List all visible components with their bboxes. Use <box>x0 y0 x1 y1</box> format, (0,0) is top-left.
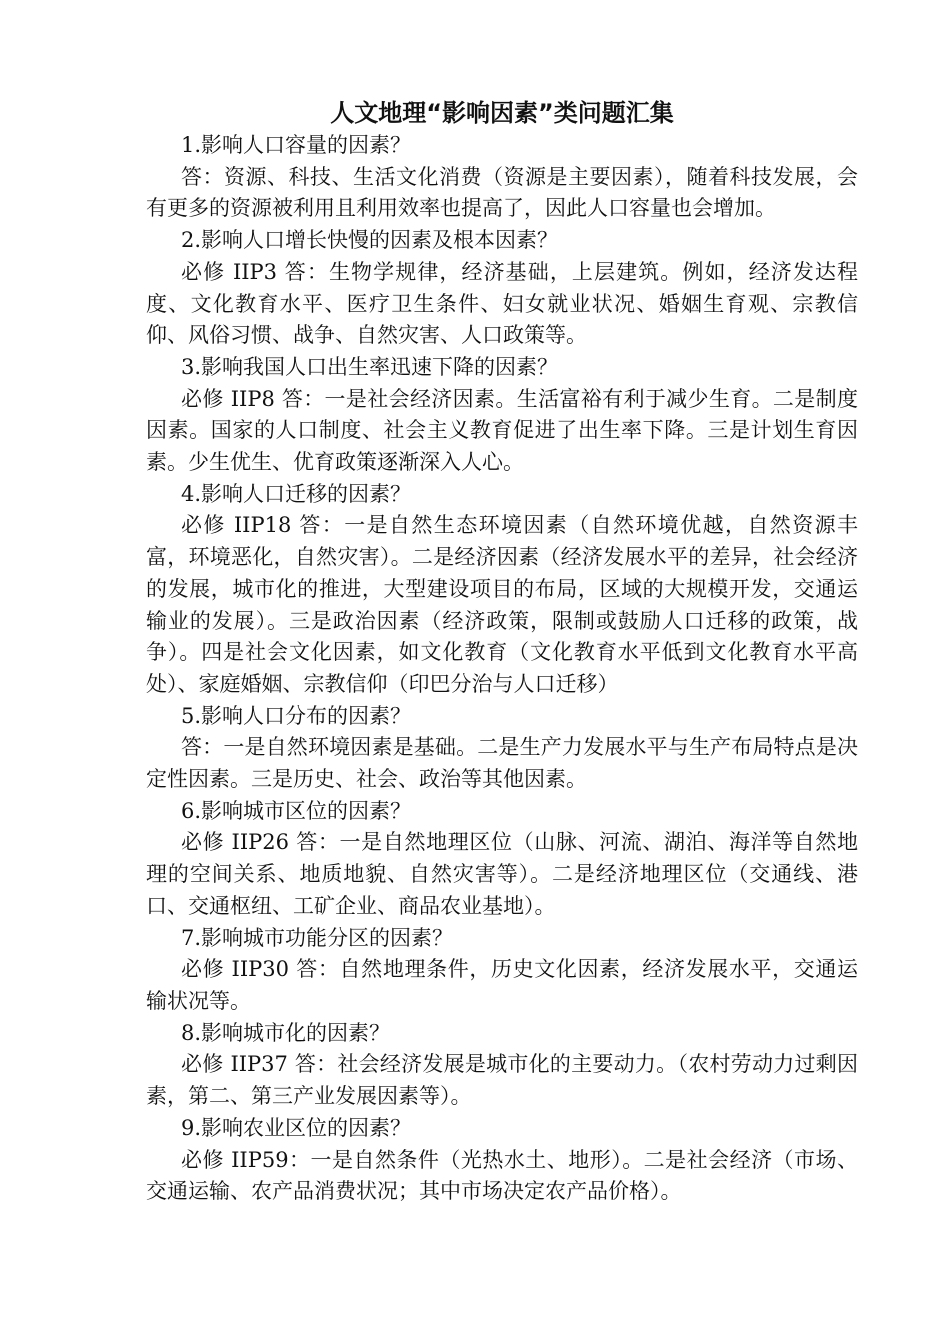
document-body <box>146 96 858 1208</box>
question-6: 6.影响城市区位的因素？ <box>181 798 412 823</box>
answer-6: 必修 IIP26 答：一是自然地理区位（山脉、河流、湖泊、海洋等自然地理的空间关系、地质地貌、自然灾害等）。二是经济地理区位（交通线、港口、交通枢纽、工矿企业、商品农业基地）。 <box>146 830 858 918</box>
question-8: 8.影响城市化的因素？ <box>181 1020 391 1045</box>
question-9: 9.影响农业区位的因素？ <box>181 1115 412 1140</box>
question-3: 3.影响我国人口出生率迅速下降的因素？ <box>181 354 559 379</box>
question-7: 7.影响城市功能分区的因素？ <box>181 925 454 950</box>
question-1: 1.影响人口容量的因素？ <box>181 133 412 157</box>
answer-3: 必修 IIP8 答：一是社会经济因素。生活富裕有利于减少生育。二是制度因素。国家的人口制度、社会主义教育促进了出生率下降。三是计划生育因素。少生优生、优育政策逐渐深入人心。 <box>146 386 858 475</box>
answer-1: 答：资源、科技、生活文化消费（资源是主要因素），随着科技发展，会有更多的资源被利用且利用效率也提高了，因此人口容量也会增加。 <box>146 164 858 221</box>
document-title: 人文地理“影响因素”类问题汇集 <box>330 99 674 127</box>
answer-7: 必修 IIP30 答：自然地理条件，历史文化因素，经济发展水平，交通运输状况等。 <box>146 957 858 1013</box>
answer-9: 必修 IIP59：一是自然条件（光热水土、地形）。二是社会经济（市场、交通运输、农产品消费状况；其中市场决定农产品价格）。 <box>146 1147 858 1204</box>
answer-5: 答：一是自然环境因素是基础。二是生产力发展水平与生产布局特点是决定性因素。三是历史、社会、政治等其他因素。 <box>146 735 858 792</box>
question-2: 2.影响人口增长快慢的因素及根本因素？ <box>181 228 559 253</box>
question-5: 5.影响人口分布的因素？ <box>181 703 412 728</box>
question-4: 4.影响人口迁移的因素？ <box>181 481 412 506</box>
answer-2: 必修 IIP3 答：生物学规律，经济基础，上层建筑。例如，经济发达程度、文化教育水平、医疗卫生条件、妇女就业状况、婚姻生育观、宗教信仰、风俗习惯、战争、自然灾害、人口政策等。 <box>146 259 858 348</box>
answer-8: 必修 IIP37 答：社会经济发展是城市化的主要动力。（农村劳动力过剩因素，第二、第三产业发展因素等）。 <box>146 1052 858 1109</box>
answer-4: 必修 IIP18 答：一是自然生态环境因素（自然环境优越，自然资源丰富，环境恶化，自然灾害）。二是经济因素（经济发展水平的差异，社会经济的发展，城市化的推进，大型建设项目的布局，区域的大规模开发，交通运输业的发展）。三是政治因素（经济政策，限制或鼓励人口迁移的政策，战争）。四是社会文化因素，如文化教育（文化教育水平低到文化教育水平高处）、家庭婚姻、宗教信仰（印巴分治与人口迁移） <box>146 513 858 696</box>
